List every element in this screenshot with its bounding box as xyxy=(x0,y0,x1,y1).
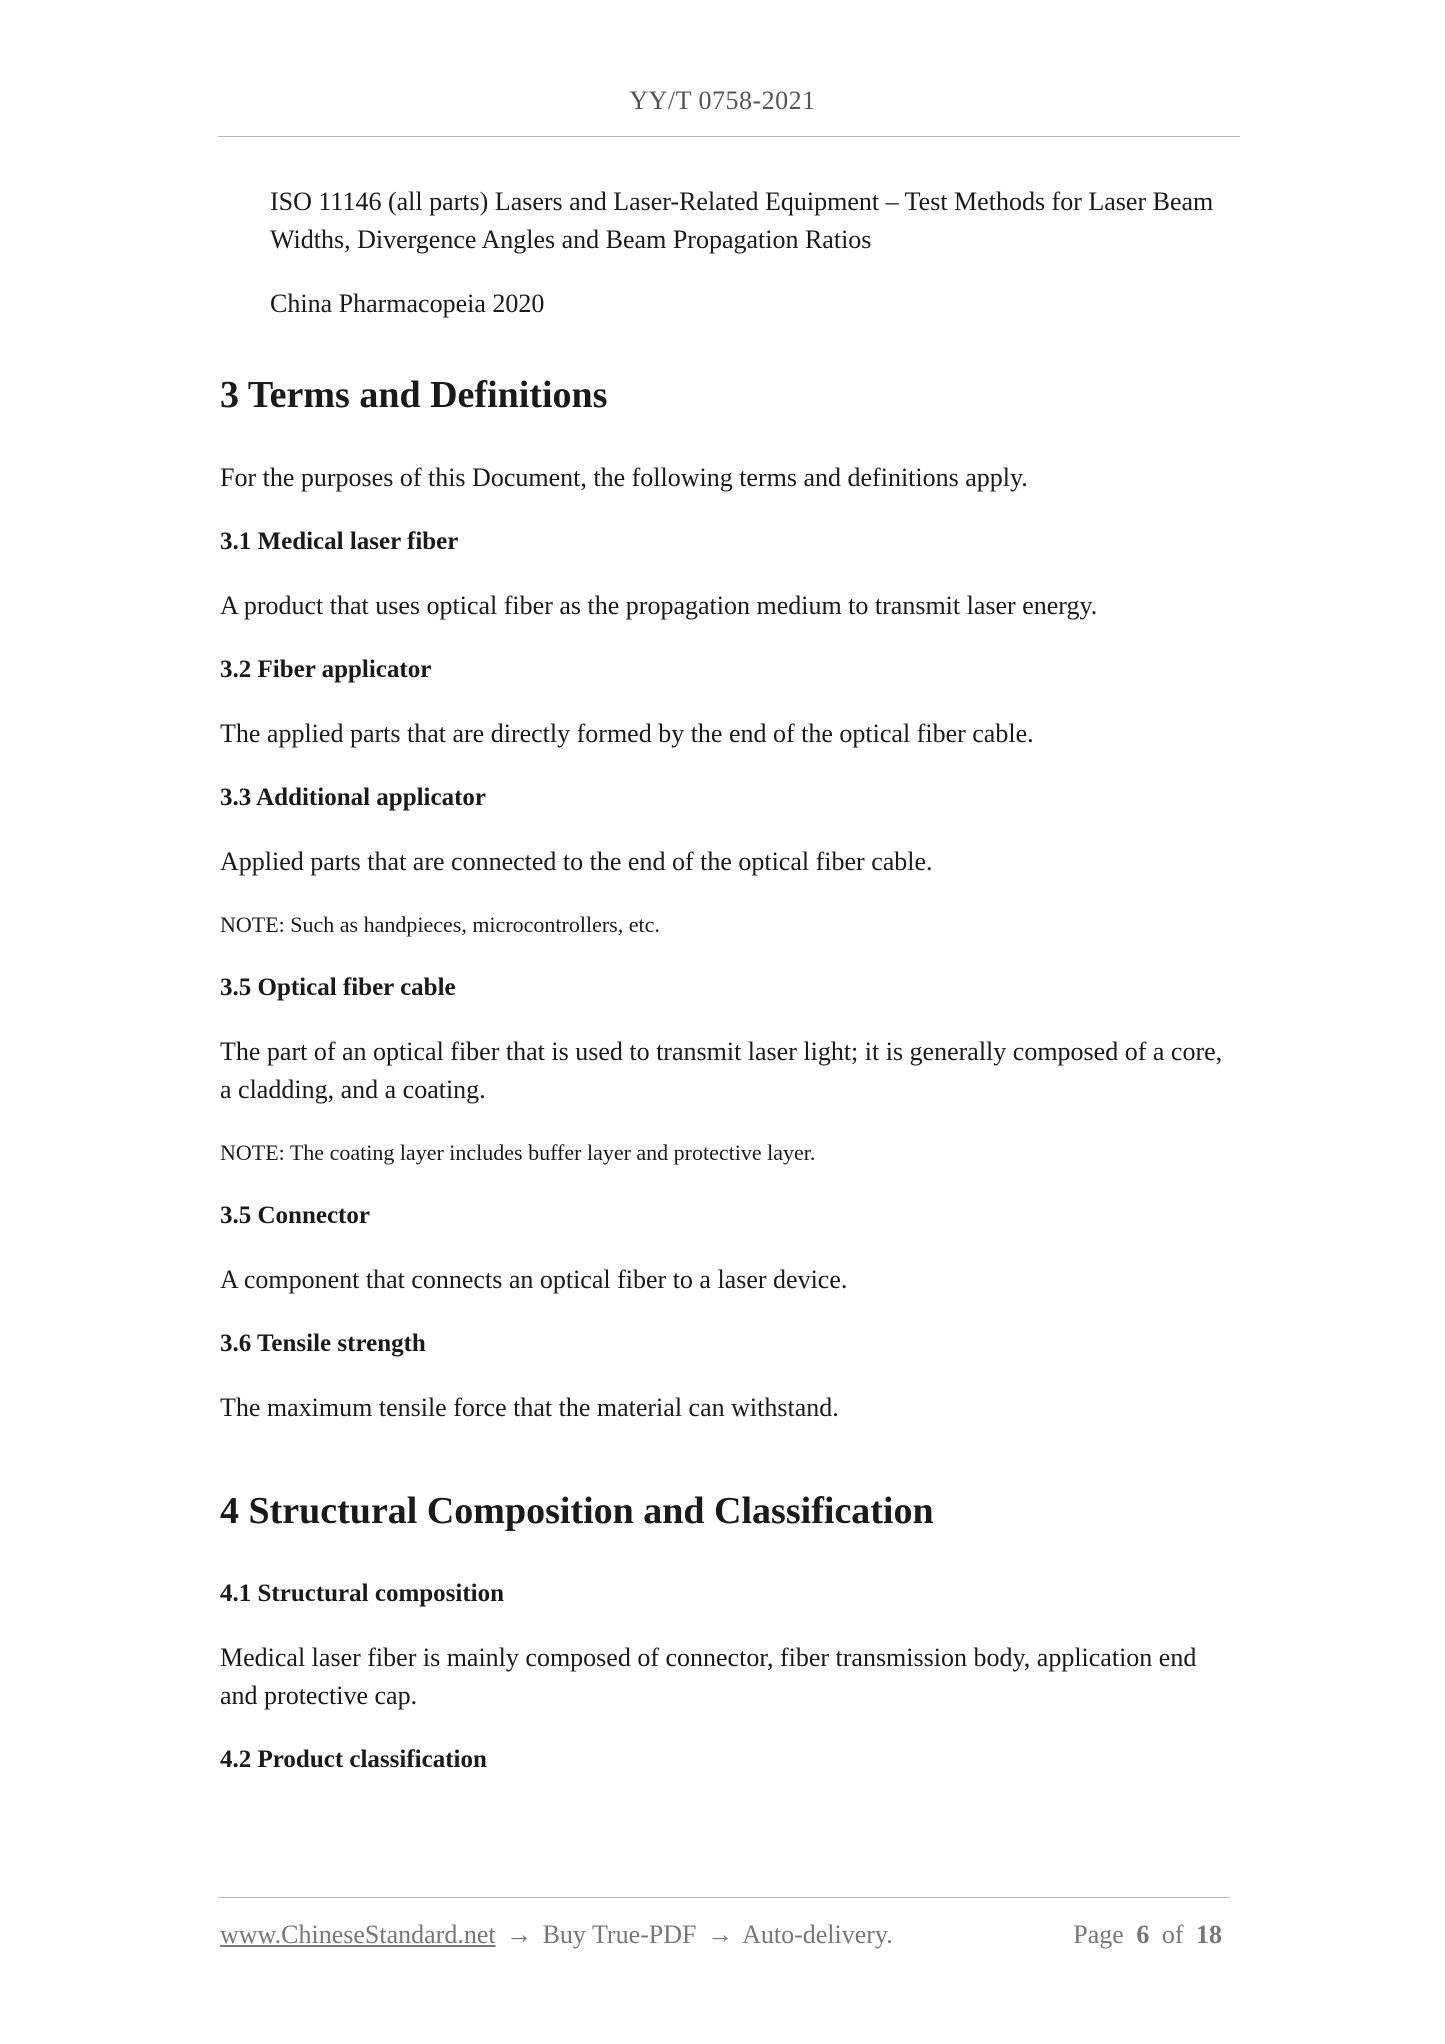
buy-true-pdf-text: Buy True-PDF xyxy=(542,1920,697,1949)
section-3-intro: For the purposes of this Document, the following terms and definitions apply. xyxy=(220,463,1028,492)
term-connector-heading: 3.5 Connector xyxy=(220,1202,370,1229)
term-optical-fiber-cable-definition: The part of an optical fiber that is used to transmit laser light; it is generally composed of a core, a cladding, and a coating. xyxy=(220,1037,1223,1104)
page-footer xyxy=(220,1915,1230,1955)
term-3-6-heading: 3.6 Tensile strength xyxy=(220,1330,426,1357)
term-3-1-heading: 3.1 Medical laser fiber xyxy=(220,528,459,555)
document-id-header: YY/T 0758-2021 xyxy=(629,86,816,115)
section-3-title: 3 Terms and Definitions xyxy=(220,374,608,416)
chinesestandard-link[interactable]: www.ChineseStandard.net xyxy=(220,1920,496,1949)
footer-divider xyxy=(218,1897,1230,1898)
of-label: of xyxy=(1161,1920,1184,1949)
page-number: 6 xyxy=(1136,1920,1150,1949)
reference-iso-11146: ISO 11146 (all parts) Lasers and Laser-Related Equipment – Test Methods for Laser Beam Widths, Divergence Angles and Beam Propagation Ratios xyxy=(270,187,1214,254)
term-3-3-note: NOTE: Such as handpieces, microcontrollers, etc. xyxy=(220,912,660,937)
page-label: Page xyxy=(1073,1920,1124,1949)
subsection-4-1-text: Medical laser fiber is mainly composed of connector, fiber transmission body, application end and protective cap. xyxy=(220,1643,1197,1710)
term-optical-fiber-cable-note: NOTE: The coating layer includes buffer layer and protective layer. xyxy=(220,1140,816,1165)
auto-delivery-text: Auto-delivery. xyxy=(742,1920,893,1949)
term-3-2-heading: 3.2 Fiber applicator xyxy=(220,656,432,683)
term-3-3-definition: Applied parts that are connected to the end of the optical fiber cable. xyxy=(220,847,933,876)
arrow-right-icon: → xyxy=(506,1920,533,1949)
subsection-4-1-heading: 4.1 Structural composition xyxy=(220,1580,505,1607)
reference-china-pharmacopeia: China Pharmacopeia 2020 xyxy=(270,289,545,318)
page-indicator xyxy=(1073,1915,1228,1955)
total-pages: 18 xyxy=(1196,1920,1222,1949)
arrow-right-icon: → xyxy=(707,1920,733,1949)
header-divider xyxy=(218,136,1240,137)
term-3-1-definition: A product that uses optical fiber as the propagation medium to transmit laser energy. xyxy=(220,591,1098,620)
term-3-2-definition: The applied parts that are directly formed by the end of the optical fiber cable. xyxy=(220,719,1034,748)
term-3-6-definition: The maximum tensile force that the material can withstand. xyxy=(220,1393,839,1422)
subsection-4-2-heading: 4.2 Product classification xyxy=(220,1746,487,1773)
term-optical-fiber-cable-heading: 3.5 Optical fiber cable xyxy=(220,974,456,1001)
section-4-title: 4 Structural Composition and Classification xyxy=(220,1490,934,1532)
term-connector-definition: A component that connects an optical fiber to a laser device. xyxy=(220,1265,848,1294)
term-3-3-heading: 3.3 Additional applicator xyxy=(220,784,487,811)
page-content xyxy=(220,183,1240,1805)
